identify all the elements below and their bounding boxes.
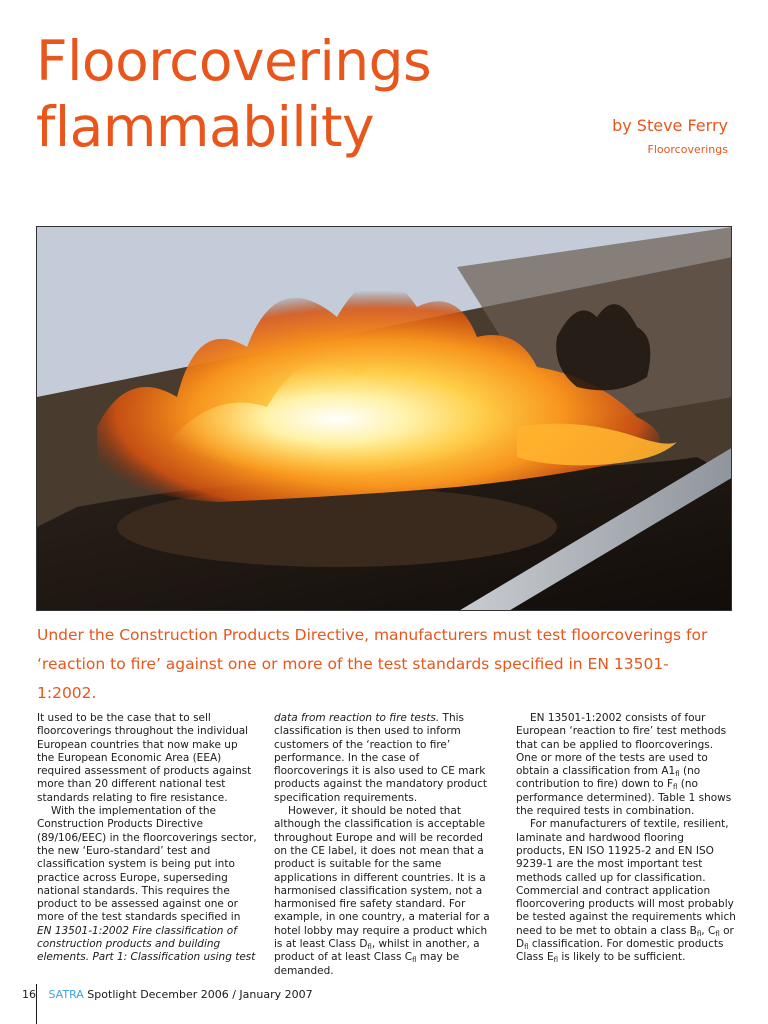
paragraph: EN 13501-1:2002 consists of four European ‘reaction to fire’ test methods that can be applied to floorcoverings. One or more of the tests are used to obtain a classification from $A1_{fl}$ (no contribution to fire) down to $F_{fl}$ (no performance determined). Table 1 shows the required tests in combination. (516, 712, 732, 818)
paragraph: For manufacturers of textile, resilient, laminate and hardwood flooring products, EN ISO 11925-2 and EN ISO 9239-1 are the most important test methods called up for classification. Commercial and contract application floorcovering products will most probably be tested against the requirements which need to be met to obtain a class $B_{fl}$, $C_{fl}$ or $D_{fl}$ classification. For domestic products Class $E_{fl}$ is likely to be sufficient. (516, 818, 736, 965)
paragraph: However, it should be noted that although the classification is acceptable throughout Europe and will be recorded on the CE label, it does not mean that a product is suitable for the same applications in different countries. It is a harmonised classification system, not a harmonised fire safety standard. For example, in one country, a material for a hotel lobby may require a product which is at least Class $D_{fl}$, whilst in another, a product of at least Class $C_{fl}$ may be demanded. (274, 805, 490, 977)
publication-info: Spotlight December 2006 / January 2007 (83, 988, 313, 1001)
text-column-1 (37, 712, 257, 965)
author-name: by Steve Ferry (612, 116, 728, 135)
page-number: 16 (22, 988, 36, 1001)
title-line-1: Floorcoverings (36, 29, 432, 93)
flames-illustration (37, 227, 732, 611)
lead-paragraph: Under the Construction Products Directive, manufacturers must test floorcoverings for ‘reaction to fire’ against one or more of the test standards specified in EN 13501-1:2002. (37, 626, 708, 702)
paragraph: data from reaction to fire tests. This classification is then used to inform customers of the ‘reaction to fire’ performance. In the case of floorcoverings it is also used to CE mark products against the mandatory product specification requirements. (274, 712, 488, 804)
section-label: Floorcoverings (647, 143, 728, 156)
flames-photo (36, 226, 732, 611)
title-line-2: flammability (36, 95, 375, 159)
text-column-3 (516, 712, 736, 965)
text-column-2 (274, 712, 494, 978)
page-footer (22, 988, 313, 1002)
byline (612, 116, 728, 158)
brand-name: SATRA (48, 988, 84, 1001)
paragraph: With the implementation of the Construction Products Directive (89/106/EEC) in the floorcoverings sector, the new ‘Euro-standard’ test and classification system is being put into practice across Europe, superseding national standards. This requires the product to be assessed against one or more of the test standards specified in EN 13501-1:2002 Fire classification of construction products and building elements. Part 1: Classification using test (37, 805, 257, 964)
paragraph: It used to be the case that to sell floorcoverings throughout the individual European countries that now make up the European Economic Area (EEA) required assessment of products against more than 20 different national test standards relating to fire resistance. (37, 712, 252, 804)
article-title (36, 28, 431, 160)
